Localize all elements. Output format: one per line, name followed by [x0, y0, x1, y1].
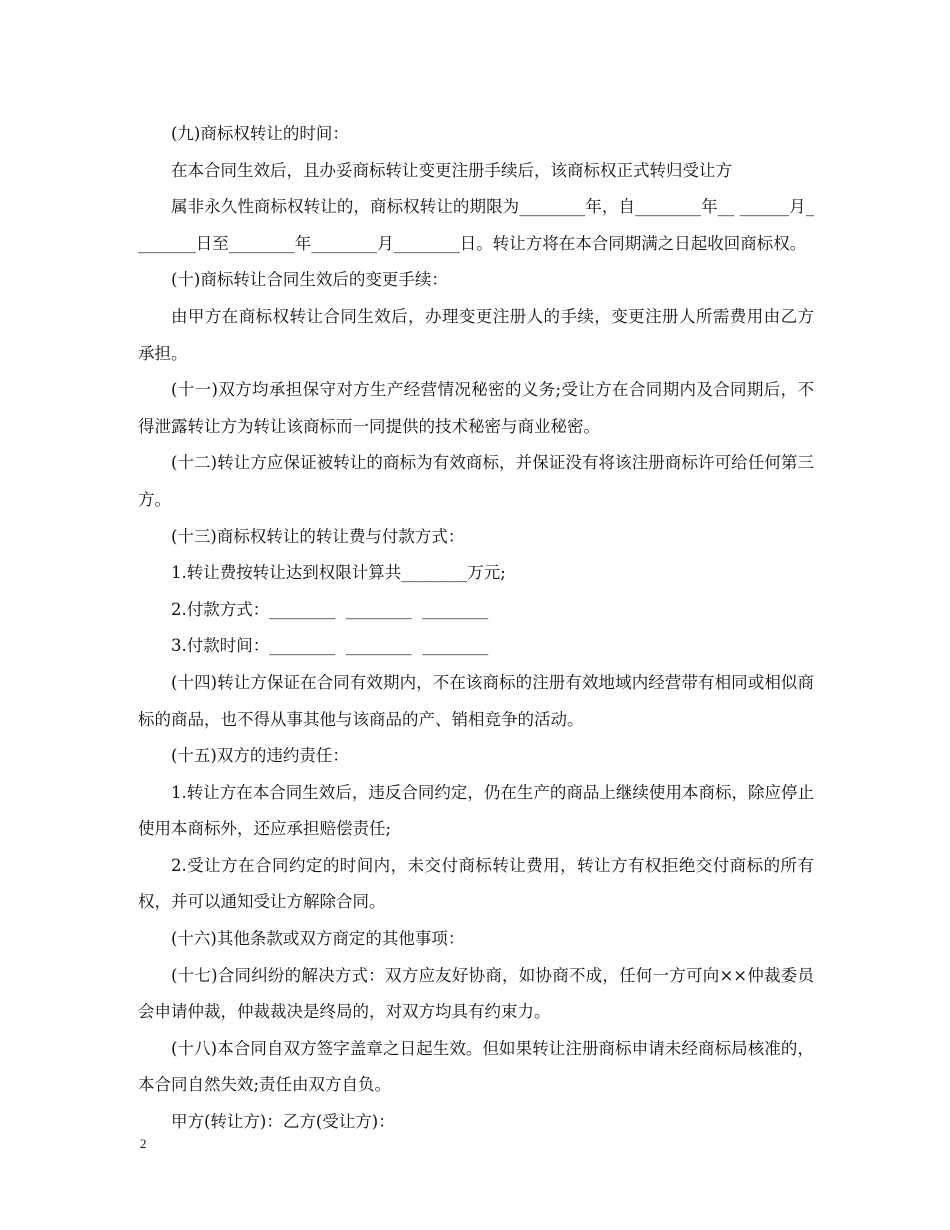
clause-10-text: 由甲方在商标权转让合同生效后，办理变更注册人的手续，变更注册人所需费用由乙方承担。: [138, 306, 814, 363]
clause-13-item-3: 3.付款时间：________ ________ ________: [171, 636, 489, 656]
clause-9-heading: (九)商标权转让的时间：: [171, 124, 349, 143]
clause-15-item-1: 1.转让方在本合同生效后，违反合同约定，仍在生产的商品上继续使用本商标，除应停止使用本商标外，还应承担赔偿责任;: [138, 782, 814, 839]
clause-16: (十六)其他条款或双方商定的其他事项：: [171, 929, 465, 949]
clause-9-text: 在本合同生效后，且办妥商标转让变更注册手续后，该商标权正式转归受让方: [171, 160, 732, 180]
clause-12: (十二)转让方应保证被转让的商标为有效商标，并保证没有将该注册商标许可给任何第三方。: [138, 453, 814, 509]
signature-line: 甲方(转让方)：乙方(受让方)：: [171, 1112, 395, 1132]
clause-14: (十四)转让方保证在合同有效期内，不在该商标的注册有效地域内经营带有相同或相似商标的商品，也不得从事其他与该商品的产、销相竞争的活动。: [138, 672, 814, 729]
clause-18: (十八)本合同自双方签字盖章之日起生效。但如果转让注册商标申请未经商标局核准的，本合同自然失效;责任由双方自负。: [138, 1038, 814, 1095]
clause-15-item-2: 2.受让方在合同约定的时间内，未交付商标转让费用，转让方有权拒绝交付商标的所有权，并可以通知受让方解除合同。: [138, 855, 814, 912]
document-body: [138, 116, 814, 1141]
clause-13-item-2: 2.付款方式：________ ________ ________: [171, 599, 489, 619]
clause-13-item-1: 1.转让费按转让达到权限计算共________万元;: [171, 563, 506, 583]
clause-13-heading: (十三)商标权转让的转让费与付款方式：: [171, 526, 465, 546]
clause-15-heading: (十五)双方的违约责任：: [171, 746, 349, 766]
page-number: 2: [140, 1136, 147, 1151]
clause-10-heading: (十)商标转让合同生效后的变更手续：: [171, 270, 448, 290]
clause-11: (十一)双方均承担保守对方生产经营情况秘密的义务;受让方在合同期内及合同期后，不得泄露转让方为转让该商标而一同提供的技术秘密与商业秘密。: [138, 380, 814, 436]
clause-9-term-text: 属非永久性商标权转让的，商标权转让的期限为________年，自________年__ ______月________日至________年________月________日。转让方将在本合同期满之日起收回商标权。: [138, 197, 814, 253]
clause-17: (十七)合同纠纷的解决方式：双方应友好协商，如协商不成，任何一方可向××仲裁委员会申请仲裁，仲裁裁决是终局的，对双方均具有约束力。: [138, 965, 814, 1022]
